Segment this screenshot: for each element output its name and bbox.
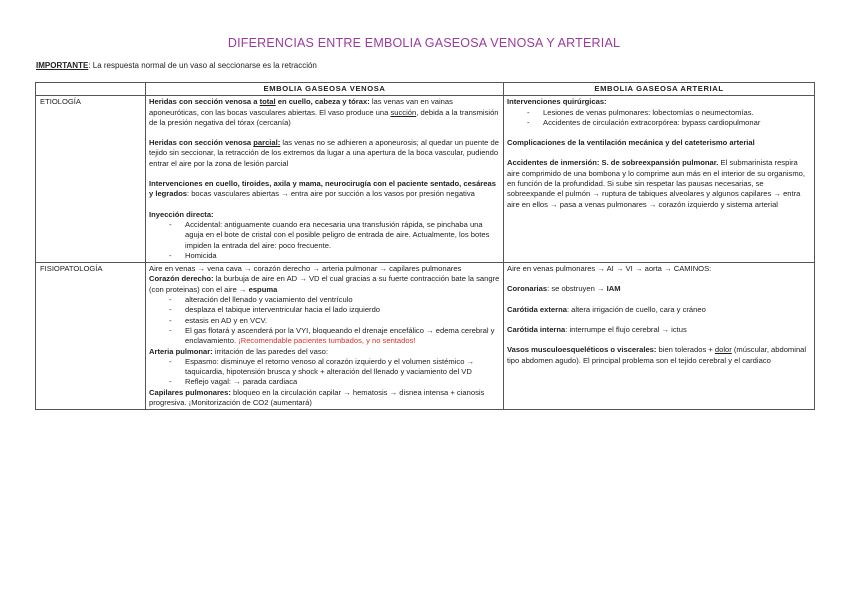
page-title: DIFERENCIAS ENTRE EMBOLIA GASEOSA VENOSA Y ARTERIAL bbox=[227, 36, 621, 50]
header-empty bbox=[36, 83, 146, 96]
list-inyeccion bbox=[149, 220, 500, 261]
important-note bbox=[36, 61, 317, 70]
table-row-fisiopatologia bbox=[36, 263, 815, 410]
important-label: IMPORTANTE bbox=[36, 61, 89, 70]
warning-text: ¡Recomendable pacientes tumbados, y no sentados! bbox=[238, 336, 416, 346]
list-item: - Lesiones de venas pulmonares: lobectomías o neumectomías. bbox=[507, 108, 811, 118]
list-item: - Espasmo: disminuye el retorno venoso al corazón izquierdo y el volumen sistémico → taquicardia, hipotensión brusca y shock + alteración del llenado y vaciamiento del VD bbox=[149, 357, 500, 378]
list-arteria-pulmonar bbox=[149, 357, 500, 388]
cell-venosa-fisiopatologia: Aire en venas → vena cava → corazón derecho → arteria pulmonar → capilares pulmonares Corazón derecho: la burbuja de aire en AD → VD el cual gracias a su fuerte contracción bate la sangre (con proteinas) con el aire → espuma - alteración del llenado y vaciamiento del ventrículo - desplaza el tabique interventricular hacia el lado izquierdo - estasis en AD y en VCV. - El gas flotará y ascenderá por la VYI, bloqueando el drenaje encefálico → edema cerebral y enclavamiento. ¡Recomendable pacientes tumbados, y no sentados! Arteria pulmonar: irritación de las paredes del vaso: - Espasmo: disminuye el retorno venoso al corazón izquierdo y el volumen sistémico → taquicardia, hipotensión brusca y shock + alteración del llenado y vaciamiento del VD - Reflejo vagal: → parada cardiaca Capilares pulmonares: bloqueo en la circulación capilar → hematosis → disnea intensa + cianosis progresiva. ¡Monitorización de CO2 (aumentará) bbox=[146, 263, 504, 410]
list-item: - estasis en AD y en VCV. bbox=[149, 316, 500, 326]
table-header-row bbox=[36, 83, 815, 96]
header-venosa: EMBOLIA GASEOSA VENOSA bbox=[146, 83, 504, 96]
list-intervenciones bbox=[507, 108, 811, 129]
list-item: - El gas flotará y ascenderá por la VYI, bloqueando el drenaje encefálico → edema cerebral y enclavamiento. ¡Recomendable pacientes tumbados, y no sentados! bbox=[149, 326, 500, 347]
list-item: - Accidentes de circulación extracorpórea: bypass cardiopulmonar bbox=[507, 118, 811, 128]
list-item: - Homicida bbox=[149, 251, 500, 261]
list-item: - desplaza el tabique interventricular hacia el lado izquierdo bbox=[149, 305, 500, 315]
comparison-table bbox=[35, 82, 815, 410]
list-item: - alteración del llenado y vaciamiento del ventrículo bbox=[149, 295, 500, 305]
list-item: - Accidental: antiguamente cuando era necesaria una transfusión rápida, se pinchaba una aguja en el bote de cristal con el posible peligro de entrada de aire. Actualmente, los botes impiden la entrada del aire: poco frecuente. bbox=[149, 220, 500, 251]
list-item: - Reflejo vagal: → parada cardiaca bbox=[149, 377, 500, 387]
list-corazon-derecho bbox=[149, 295, 500, 346]
cell-arterial-fisiopatologia: Aire en venas pulmonares → AI → VI → aorta → CAMINOS: Coronarias: se obstruyen → IAM Carótida externa: altera irrigación de cuello, cara y cráneo Carótida interna: interrumpe el flujo cerebral → ictus Vasos musculoesqueléticos o viscerales: bien tolerados + dolor (múscular, abdominal tipo abdomen agudo). El principal problema son el tejido cerebral y el cardiaco bbox=[504, 263, 815, 410]
important-text: : La respuesta normal de un vaso al seccionarse es la retracción bbox=[88, 61, 317, 70]
row-label-etiologia: ETIOLOGÍA bbox=[36, 96, 146, 263]
table-row-etiologia bbox=[36, 96, 815, 263]
row-label-fisiopatologia: FISIOPATOLOGÍA bbox=[36, 263, 146, 410]
cell-venosa-etiologia: Heridas con sección venosa a total en cuello, cabeza y tórax: las venas van en vainas aponeuróticas, con las bocas vasculares abiertas. El vaso produce una succión, debida a la transmisión de la presión negativa del tórax (cercanía) Heridas con sección venosa parcial: las venas no se adhieren a aponeurosis; al quedar un puente de tejido sin seccionar, la retracción de los extremos da lugar a una apertura de la boca vascular, pudiendo entrar el aire por la zona de lesión parcial Intervenciones en cuello, tiroides, axila y mama, neurocirugía con el paciente sentado, cesáreas y legrados: bocas vasculares abiertas → entra aire por succión a los vasos por presión negativa Inyección directa: - Accidental: antiguamente cuando era necesaria una transfusión rápida, se pinchaba una aguja en el bote de cristal con el posible peligro de entrada de aire. Actualmente, los botes impiden la entrada del aire: poco frecuente. - Homicida bbox=[146, 96, 504, 263]
cell-arterial-etiologia: Intervenciones quirúrgicas: - Lesiones de venas pulmonares: lobectomías o neumectomías. - Accidentes de circulación extracorpórea: bypass cardiopulmonar Complicaciones de la ventilación mecánica y del cateterismo arterial Accidentes de inmersión: S. de sobreexpansión pulmonar. El submarinista respira aire comprimido de una bombona y lo comprime aun más en el interior de su organismo, en función de la profundidad. Si sube sin respetar las pausas necesarias, se sobreexpande el pulmón → ruptura de tabiques alveolares y algunos capilares → entra aire en ellos → pasa a venas pulmonares → corazón izquierdo y sistema arterial bbox=[504, 96, 815, 263]
header-arterial: EMBOLIA GASEOSA ARTERIAL bbox=[504, 83, 815, 96]
